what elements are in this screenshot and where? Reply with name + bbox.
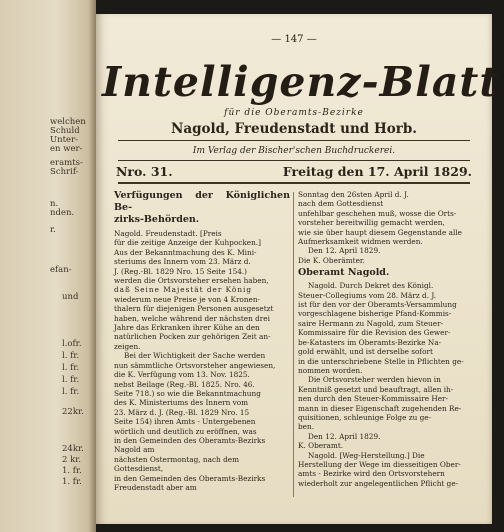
text-line: daß Seine Majestät der König <box>114 285 253 295</box>
text-line: Herstellung der Wege im diesseitigen Ober- <box>298 459 461 469</box>
text-line: Seite 718.) so wie die Bekanntmachung <box>114 388 261 398</box>
text-line: Nagold. [Weg-Herstellung.] Die <box>308 450 425 460</box>
text-line: Gottesdienst, <box>114 464 164 474</box>
text-line: thalern für diejenigen Personen ausgesetzt <box>114 304 274 314</box>
gutter-fragment: l. fr. <box>62 387 80 397</box>
text-line: zeigen. <box>114 341 141 351</box>
text-line: nach dem Gottesdienst <box>298 199 384 209</box>
text-line: Kenntniß gesetzt und beauftragt, allen ih- <box>298 384 454 394</box>
gutter-fragment: 1. fr. <box>62 477 82 487</box>
text-line: Bei der Wichtigkeit der Sache werden <box>124 351 266 361</box>
text-line: Die Ortsvorsteher werden hievon in <box>308 375 441 385</box>
text-line: unfehlbar geschehen muß, wosse die Orts- <box>298 208 457 218</box>
text-line: des K. Ministeriums des Innern vom <box>114 398 249 408</box>
text-line: Aus der Bekanntmachung des K. Mini- <box>114 247 257 257</box>
text-line: Freudenstadt aber am <box>114 482 197 492</box>
newspaper-page <box>96 14 500 524</box>
gutter-fragment: l. fr. <box>62 375 80 385</box>
signature-line: Die K. Oberämter. <box>298 255 365 265</box>
masthead-title: Intelligenz-Blatt <box>102 58 500 106</box>
gutter-fragment: Schuld <box>50 126 80 136</box>
text-line: vorsteher bereitwillig gemacht werden, <box>298 218 445 228</box>
masthead-towns: Nagold, Freudenstadt und Horb. <box>171 121 417 137</box>
gutter-fragment: l. fr. <box>62 351 80 361</box>
text-line: saire Hermann zu Nagold, zum Steuer- <box>298 318 444 328</box>
page-number: — 147 — <box>271 34 317 45</box>
issue-number: Nro. 31. <box>116 164 173 179</box>
text-line: quisitionen, schleunige Folge zu ge- <box>298 412 432 422</box>
masthead-subtitle: für die Oberamts-Bezirke <box>224 108 364 118</box>
text-line: Aufmerksamkeit widmen werden. <box>298 237 423 247</box>
text-line: vorgeschlagene bisherige Pfand-Kommis- <box>298 309 452 319</box>
gutter-fragment: r. <box>50 225 56 235</box>
text-line: 23. März d. J. (Reg.-Bl. 1829 Nro. 15 <box>114 407 250 417</box>
text-line: amts - Bezirke wird den Ortsvorstehern <box>298 469 445 479</box>
text-line: Kommissaire für die Revision des Gewer- <box>298 328 451 338</box>
gutter-fragment: 24kr. <box>62 444 84 454</box>
left-column <box>114 190 290 492</box>
text-line: für die zeitige Anzeige der Kuhpocken.] <box>114 238 261 248</box>
text-line: Den 12. April 1829. <box>308 431 381 441</box>
text-line: wie sie über haupt diesem Gegenstande alle <box>298 227 462 237</box>
signature-line: K. Oberamt. <box>298 441 344 451</box>
right-column <box>298 190 478 488</box>
header-rule-middle <box>118 160 470 161</box>
text-line: nun sämmtliche Ortsvorsteher angewiesen, <box>114 360 276 370</box>
header-rule-bottom <box>118 182 470 184</box>
text-line: haben, welche während der nächsten drei <box>114 313 270 323</box>
header-rule-top <box>118 140 470 141</box>
text-line: Den 12. April 1829. <box>308 246 381 256</box>
text-line: J. (Reg.-Bl. 1829 Nro. 15 Seite 154.) <box>114 266 248 276</box>
text-line: Nagold. Durch Dekret des Königl. <box>308 281 434 291</box>
section-heading: Verfügungen der Königlichen Be- <box>114 190 290 213</box>
text-line: ist für den vor der Oberamts-Versammlung <box>298 300 457 310</box>
text-line: wiederholt zur angelegentlichen Pflicht ge- <box>298 478 459 488</box>
text-line: Nagold. Freudenstadt. [Preis <box>114 229 222 238</box>
text-line: die K. Verfügung vom 13. Nov. 1825. <box>114 370 250 380</box>
text-line: wiederum neue Preise je von 4 Kronen- <box>114 294 261 304</box>
gutter-fragment: Unter- <box>50 135 79 145</box>
text-line: in den Gemeinden des Oberamts-Bezirks <box>114 473 266 483</box>
text-line: in den Gemeinden des Oberamts-Bezirks <box>114 435 266 445</box>
text-line: be-Katasters im Oberamts-Bezirke Na- <box>298 337 442 347</box>
text-line: ben. <box>298 422 315 432</box>
gutter-fragment: 1. fr. <box>62 466 82 476</box>
text-line: nen durch den Steuer-Kommissaire Her- <box>298 394 448 404</box>
section-heading-cont: zirks-Behörden. <box>114 214 200 225</box>
text-line: steriums des Innern vom 23. März d. <box>114 257 251 267</box>
text-line: natürlichen Pocken zur gehörigen Zeit an- <box>114 332 271 342</box>
text-line: in die unterschriebene Stelle in Pflichten ge- <box>298 356 464 366</box>
issue-date: Freitag den 17. April 1829. <box>282 164 472 179</box>
text-line: mann in dieser Eigenschaft zugehenden Re- <box>298 403 462 413</box>
facing-page-gutter <box>0 0 96 532</box>
text-line: wörtlich und deutlich zu eröffnen, was <box>114 426 257 436</box>
gutter-fragment: welchen <box>50 117 86 127</box>
gutter-fragment: l.ofr. <box>62 339 82 349</box>
text-line: werden die Ortsvorsteher ersehen haben, <box>114 276 269 286</box>
issue-dateline <box>116 164 472 179</box>
text-line: gold erwählt, und ist derselbe sofort <box>298 347 433 357</box>
text-line: nächsten Ostermontag, nach dem <box>114 454 239 464</box>
text-line: Nagold am <box>114 445 155 455</box>
text-line: nommen worden. <box>298 365 363 375</box>
gutter-fragment: 2 kr. <box>62 455 82 465</box>
gutter-fragment: l. fr. <box>62 363 80 373</box>
gutter-fragment: und <box>62 292 79 302</box>
gutter-fragment: 22kr. <box>62 407 84 417</box>
text-line: Seite 154) ihren Amts - Untergebenen <box>114 417 256 427</box>
gutter-fragment: n. <box>50 199 59 209</box>
gutter-fragment: Schrif- <box>50 167 79 177</box>
text-line: Jahre das Erkranken ihrer Kühe an den <box>114 323 260 333</box>
text-line: Sonntag den 26sten April d. J. <box>298 190 409 199</box>
gutter-fragment: efan- <box>50 265 72 275</box>
column-divider <box>293 192 294 497</box>
text-line: nebst Beilage (Reg.-Bl. 1825. Nro. 46. <box>114 379 255 389</box>
publisher-line: Im Verlag der Bischer'schen Buchdruckerei. <box>192 146 396 156</box>
gutter-fragment: eramts- <box>50 158 83 168</box>
gutter-fragment: en wer- <box>50 144 83 154</box>
gutter-fragment: nden. <box>50 208 75 218</box>
text-line: Steuer-Collegiums vom 28. März d. J. <box>298 290 437 300</box>
section-heading: Oberamt Nagold. <box>298 267 390 279</box>
